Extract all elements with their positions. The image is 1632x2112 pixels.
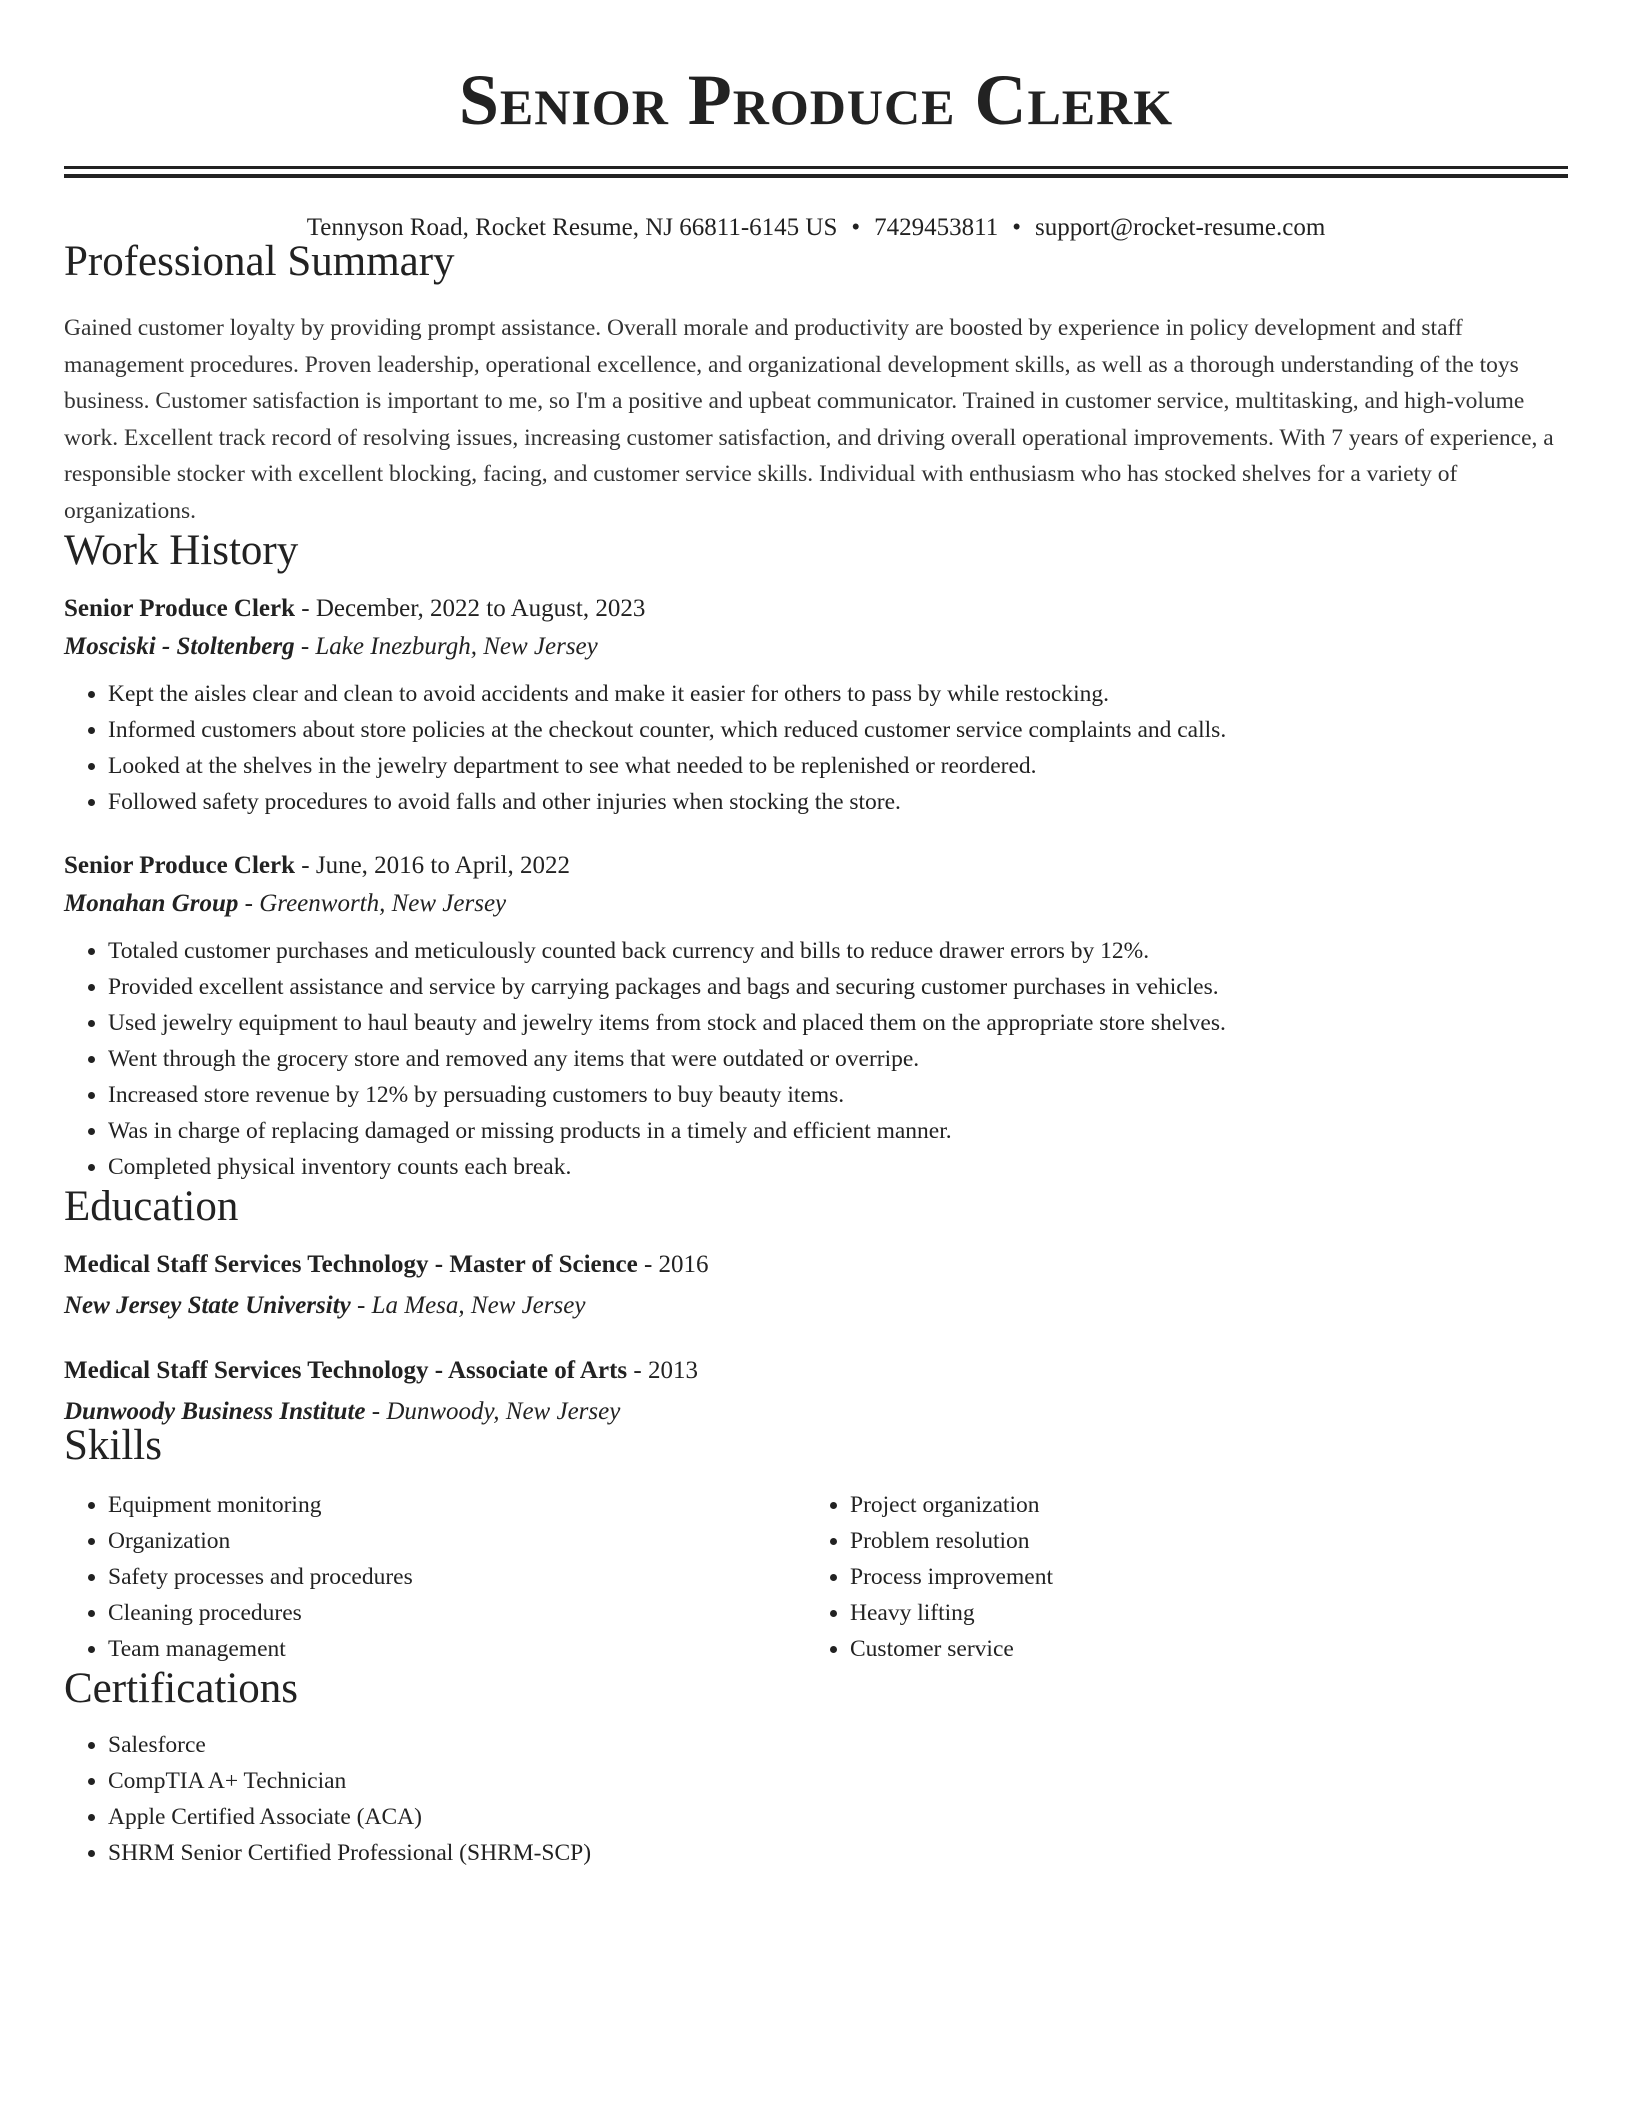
skill-item: • Problem resolution xyxy=(850,1523,1548,1559)
skills-grid xyxy=(64,1487,1568,1667)
job-bullet: • Used jewelry equipment to haul beauty and jewelry items from stock and placed them on the appropriate store shelves. xyxy=(108,1005,1568,1041)
skill-item: • Team management xyxy=(108,1631,806,1667)
contact-line xyxy=(64,215,1568,240)
resume-title: Senior Produce Clerk xyxy=(458,60,1174,140)
job-bullet: • Informed customers about store policies at the checkout counter, which reduced customer service complaints and calls. xyxy=(108,712,1568,748)
education-entry xyxy=(64,1252,1568,1318)
education-degree: Medical Staff Services Technology - Master of Science xyxy=(64,1251,638,1278)
job-title-line xyxy=(64,596,1568,621)
job-bullet: • Totaled customer purchases and meticulously counted back currency and bills to reduce drawer errors by 12%. xyxy=(108,933,1568,969)
section-heading-skills: Skills xyxy=(64,1422,162,1469)
contact-phone: 7429453811 xyxy=(874,214,999,241)
education-year: - 2013 xyxy=(627,1357,698,1384)
job-dates: - December, 2022 to August, 2023 xyxy=(295,595,646,622)
job-company-line xyxy=(64,634,1568,659)
education-entry xyxy=(64,1358,1568,1424)
skill-item: • Safety processes and procedures xyxy=(108,1559,806,1595)
skill-item: • Organization xyxy=(108,1523,806,1559)
job-bullet: • Provided excellent assistance and service by carrying packages and bags and securing customer purchases in vehicles. xyxy=(108,969,1568,1005)
education-degree-line xyxy=(64,1358,1568,1383)
contact-separator: • xyxy=(1012,214,1021,241)
certifications-list xyxy=(64,1727,1568,1871)
skills-list-left xyxy=(64,1487,806,1667)
job-title-line xyxy=(64,853,1568,878)
job-dates: - June, 2016 to April, 2022 xyxy=(295,852,571,879)
skill-item: • Heavy lifting xyxy=(850,1595,1548,1631)
job-bullet: • Looked at the shelves in the jewelry department to see what needed to be replenished or reordered. xyxy=(108,748,1568,784)
job-role: Senior Produce Clerk xyxy=(64,595,296,622)
section-heading-certifications: Certifications xyxy=(64,1665,299,1712)
certification-item: • SHRM Senior Certified Professional (SHRM-SCP) xyxy=(108,1835,1568,1871)
section-heading-work-history: Work History xyxy=(64,527,299,574)
education-location: - Dunwoody, New Jersey xyxy=(365,1398,621,1425)
education-year: - 2016 xyxy=(637,1251,709,1278)
job-company-line xyxy=(64,891,1568,916)
job-company: Mosciski - Stoltenberg xyxy=(64,633,295,660)
education-degree: Medical Staff Services Technology - Associate of Arts xyxy=(64,1357,628,1384)
job-bullet-list xyxy=(64,676,1568,820)
job-location: - Greenworth, New Jersey xyxy=(238,890,507,917)
skill-item: • Project organization xyxy=(850,1487,1548,1523)
skill-item: • Process improvement xyxy=(850,1559,1548,1595)
job-entry xyxy=(64,853,1568,1185)
job-entry xyxy=(64,596,1568,820)
summary-paragraph: Gained customer loyalty by providing prompt assistance. Overall morale and productivity are boosted by experience in policy development and staff management procedures. Proven leadership, operational excellence, and organizational development skills, as well as a thorough understanding of the toys business. Customer satisfaction is important to me, so I'm a positive and upbeat communicator. Trained in customer service, multitasking, and high-volume work. Excellent track record of resolving issues, increasing customer satisfaction, and driving overall operational improvements. With 7 years of experience, a responsible stocker with excellent blocking, facing, and customer service skills. Individual with enthusiasm who has stocked shelves for a variety of organizations. xyxy=(64,315,1554,524)
education-school: New Jersey State University xyxy=(64,1292,351,1319)
job-bullet: • Was in charge of replacing damaged or missing products in a timely and efficient manner. xyxy=(108,1113,1568,1149)
education-location: - La Mesa, New Jersey xyxy=(350,1292,586,1319)
job-bullet: • Completed physical inventory counts each break. xyxy=(108,1149,1568,1185)
section-heading-summary: Professional Summary xyxy=(64,238,455,285)
job-bullet: • Increased store revenue by 12% by persuading customers to buy beauty items. xyxy=(108,1077,1568,1113)
section-heading-education: Education xyxy=(64,1183,239,1230)
certification-item: • Apple Certified Associate (ACA) xyxy=(108,1799,1568,1835)
job-company: Monahan Group xyxy=(64,890,239,917)
education-school-line xyxy=(64,1399,1568,1424)
certification-item: • Salesforce xyxy=(108,1727,1568,1763)
skill-item: • Customer service xyxy=(850,1631,1548,1667)
skill-item: • Equipment monitoring xyxy=(108,1487,806,1523)
job-bullet: • Went through the grocery store and removed any items that were outdated or overripe. xyxy=(108,1041,1568,1077)
job-bullet: • Kept the aisles clear and clean to avoid accidents and make it easier for others to pass by while restocking. xyxy=(108,676,1568,712)
skill-item: • Cleaning procedures xyxy=(108,1595,806,1631)
education-school-line xyxy=(64,1293,1568,1318)
job-bullet: • Followed safety procedures to avoid falls and other injuries when stocking the store. xyxy=(108,784,1568,820)
job-bullet-list xyxy=(64,933,1568,1185)
education-school: Dunwoody Business Institute xyxy=(64,1398,366,1425)
certification-item: • CompTIA A+ Technician xyxy=(108,1763,1568,1799)
job-location: - Lake Inezburgh, New Jersey xyxy=(294,633,598,660)
title-divider-bottom xyxy=(64,174,1568,178)
job-role: Senior Produce Clerk xyxy=(64,852,296,879)
education-degree-line xyxy=(64,1252,1568,1277)
contact-separator: • xyxy=(851,214,861,241)
skills-list-right xyxy=(806,1487,1548,1667)
title-divider-top xyxy=(64,166,1568,169)
contact-address: Tennyson Road, Rocket Resume, NJ 66811-6145 US xyxy=(306,214,838,241)
contact-email: support@rocket-resume.com xyxy=(1034,214,1326,241)
